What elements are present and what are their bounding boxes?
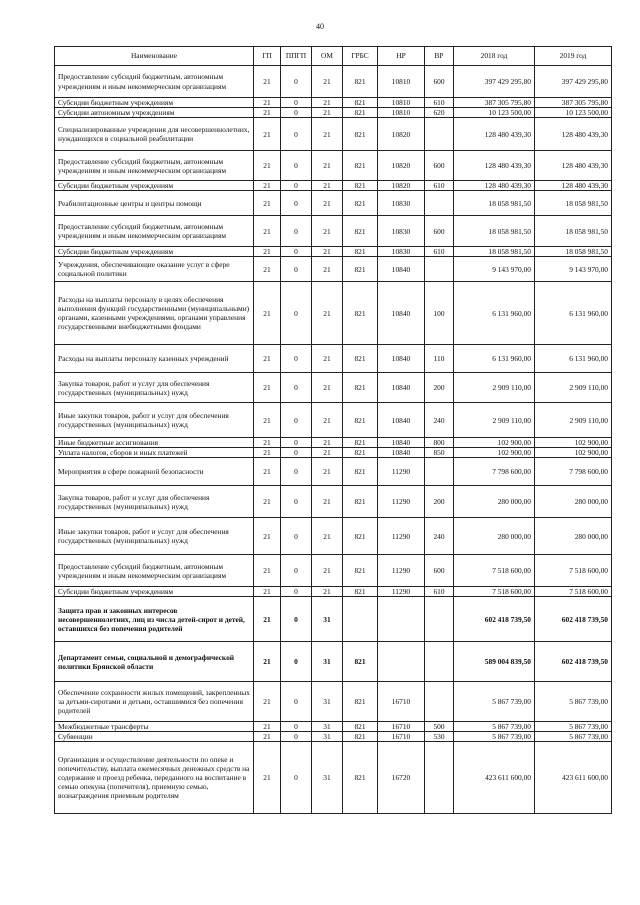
cell-2019: 9 143 970,00: [535, 257, 612, 282]
cell-nr: 16710: [378, 732, 425, 742]
cell-gp: 21: [254, 642, 281, 682]
cell-2018: 128 480 439,30: [454, 151, 535, 181]
table-row: [55, 458, 612, 486]
cell-om: 21: [312, 151, 343, 181]
cell-om: 21: [312, 108, 343, 118]
cell-name: Уплата налогов, сборов и иных платежей: [55, 448, 254, 458]
cell-vr: 500: [425, 722, 454, 732]
table-header-row: [55, 47, 612, 66]
cell-grbs: 821: [343, 587, 378, 597]
cell-2019: 5 867 739,00: [535, 722, 612, 732]
cell-om: 21: [312, 518, 343, 555]
cell-om: 21: [312, 486, 343, 518]
cell-nr: 10840: [378, 373, 425, 403]
col-header-om: ОМ: [312, 47, 343, 66]
table-row: [55, 448, 612, 458]
cell-ppgp: 0: [281, 486, 312, 518]
table-row: [55, 642, 612, 682]
cell-om: 21: [312, 181, 343, 191]
cell-2018: 423 611 600,00: [454, 742, 535, 814]
cell-ppgp: 0: [281, 555, 312, 587]
table-row: [55, 98, 612, 108]
cell-2019: 280 000,00: [535, 486, 612, 518]
cell-gp: 21: [254, 216, 281, 247]
cell-nr: [378, 597, 425, 642]
cell-ppgp: 0: [281, 66, 312, 98]
col-header-nr: НР: [378, 47, 425, 66]
table-row: [55, 682, 612, 722]
cell-vr: [425, 682, 454, 722]
table-row: [55, 722, 612, 732]
cell-om: 21: [312, 247, 343, 257]
cell-vr: [425, 118, 454, 151]
cell-om: 21: [312, 555, 343, 587]
table-row: [55, 66, 612, 98]
cell-2018: 2 909 110,00: [454, 403, 535, 438]
table-row: [55, 108, 612, 118]
cell-nr: 16720: [378, 742, 425, 814]
cell-nr: 10810: [378, 98, 425, 108]
cell-gp: 21: [254, 448, 281, 458]
cell-name: Субвенции: [55, 732, 254, 742]
cell-nr: 10840: [378, 448, 425, 458]
cell-vr: [425, 642, 454, 682]
cell-om: 21: [312, 403, 343, 438]
cell-name: Специализированные учреждения для несовершеннолетних, нуждающихся в социальной реабилитации: [55, 118, 254, 151]
cell-ppgp: 0: [281, 732, 312, 742]
cell-2019: 7 518 600,00: [535, 555, 612, 587]
table-row: [55, 191, 612, 216]
col-header-grbs: ГРБС: [343, 47, 378, 66]
cell-om: 31: [312, 722, 343, 732]
cell-ppgp: 0: [281, 448, 312, 458]
table-row: [55, 247, 612, 257]
cell-ppgp: 0: [281, 118, 312, 151]
cell-ppgp: 0: [281, 181, 312, 191]
table-row: [55, 438, 612, 448]
cell-2018: 280 000,00: [454, 486, 535, 518]
cell-ppgp: 0: [281, 191, 312, 216]
cell-grbs: 821: [343, 108, 378, 118]
cell-om: 21: [312, 587, 343, 597]
cell-om: 21: [312, 345, 343, 373]
cell-2019: 5 867 739,00: [535, 682, 612, 722]
col-header-2018: 2018 год: [454, 47, 535, 66]
cell-grbs: 821: [343, 448, 378, 458]
cell-gp: 21: [254, 118, 281, 151]
cell-vr: 800: [425, 438, 454, 448]
cell-gp: 21: [254, 191, 281, 216]
table-row: [55, 282, 612, 345]
cell-vr: 240: [425, 518, 454, 555]
cell-2018: 18 058 981,50: [454, 216, 535, 247]
cell-om: 21: [312, 438, 343, 448]
cell-om: 21: [312, 257, 343, 282]
cell-name: Обеспечение сохранности жилых помещений, закрепленных за детьми-сиротами и детьми, оставшимися без попечения родителей: [55, 682, 254, 722]
cell-om: 21: [312, 66, 343, 98]
cell-2018: 128 480 439,30: [454, 118, 535, 151]
cell-grbs: 821: [343, 642, 378, 682]
cell-nr: 10840: [378, 403, 425, 438]
cell-name: Иные закупки товаров, работ и услуг для обеспечения государственных (муниципальных) нужд: [55, 518, 254, 555]
cell-2018: 5 867 739,00: [454, 722, 535, 732]
table-row: [55, 257, 612, 282]
cell-2018: 6 131 960,00: [454, 282, 535, 345]
cell-nr: 10830: [378, 191, 425, 216]
cell-grbs: 821: [343, 247, 378, 257]
cell-om: 31: [312, 597, 343, 642]
cell-ppgp: 0: [281, 403, 312, 438]
cell-2018: 18 058 981,50: [454, 191, 535, 216]
cell-2018: 387 305 795,80: [454, 98, 535, 108]
cell-2018: 5 867 739,00: [454, 682, 535, 722]
cell-2018: 280 000,00: [454, 518, 535, 555]
cell-gp: 21: [254, 108, 281, 118]
cell-2018: 102 900,00: [454, 438, 535, 448]
cell-vr: 610: [425, 98, 454, 108]
cell-grbs: 821: [343, 66, 378, 98]
cell-vr: 200: [425, 486, 454, 518]
cell-grbs: 821: [343, 257, 378, 282]
cell-nr: 11290: [378, 518, 425, 555]
cell-grbs: 821: [343, 98, 378, 108]
cell-vr: 610: [425, 181, 454, 191]
cell-grbs: 821: [343, 458, 378, 486]
cell-2018: 18 058 981,50: [454, 247, 535, 257]
table-row: [55, 403, 612, 438]
cell-2019: 387 305 795,80: [535, 98, 612, 108]
cell-2019: 18 058 981,50: [535, 191, 612, 216]
cell-name: Расходы на выплаты персоналу казенных учреждений: [55, 345, 254, 373]
cell-ppgp: 0: [281, 518, 312, 555]
cell-gp: 21: [254, 257, 281, 282]
cell-name: Реабилитационные центры и центры помощи: [55, 191, 254, 216]
cell-nr: 10810: [378, 108, 425, 118]
cell-ppgp: 0: [281, 742, 312, 814]
table-body: [55, 66, 612, 814]
cell-gp: 21: [254, 151, 281, 181]
cell-2019: 102 900,00: [535, 448, 612, 458]
budget-table: [54, 46, 612, 814]
cell-grbs: 821: [343, 732, 378, 742]
cell-grbs: [343, 597, 378, 642]
cell-2019: 2 909 110,00: [535, 373, 612, 403]
cell-vr: 100: [425, 282, 454, 345]
cell-nr: 11290: [378, 555, 425, 587]
cell-om: 21: [312, 373, 343, 403]
cell-2019: 280 000,00: [535, 518, 612, 555]
cell-nr: 10810: [378, 66, 425, 98]
cell-gp: 21: [254, 247, 281, 257]
cell-nr: 16710: [378, 682, 425, 722]
cell-2018: 102 900,00: [454, 448, 535, 458]
table-row: [55, 587, 612, 597]
cell-name: Защита прав и законных интересов несовершеннолетних, лиц из числа детей-сирот и детей, оставшихся без попечения родителей: [55, 597, 254, 642]
cell-ppgp: 0: [281, 438, 312, 448]
cell-grbs: 821: [343, 403, 378, 438]
cell-2019: 397 429 295,80: [535, 66, 612, 98]
cell-2019: 128 480 439,30: [535, 118, 612, 151]
cell-name: Предоставление субсидий бюджетным, автономным учреждениям и иным некоммерческим организациям: [55, 555, 254, 587]
cell-om: 21: [312, 216, 343, 247]
table-row: [55, 597, 612, 642]
cell-om: 31: [312, 732, 343, 742]
cell-nr: 10820: [378, 118, 425, 151]
cell-name: Предоставление субсидий бюджетным, автономным учреждениям и иным некоммерческим организациям: [55, 151, 254, 181]
cell-2019: 102 900,00: [535, 438, 612, 448]
cell-name: Мероприятия в сфере пожарной безопасности: [55, 458, 254, 486]
cell-vr: 110: [425, 345, 454, 373]
cell-2018: 9 143 970,00: [454, 257, 535, 282]
cell-gp: 21: [254, 282, 281, 345]
cell-gp: 21: [254, 742, 281, 814]
cell-ppgp: 0: [281, 682, 312, 722]
cell-nr: 10830: [378, 216, 425, 247]
cell-om: 31: [312, 742, 343, 814]
table-row: [55, 181, 612, 191]
cell-ppgp: 0: [281, 216, 312, 247]
cell-grbs: 821: [343, 181, 378, 191]
cell-vr: [425, 742, 454, 814]
cell-grbs: 821: [343, 438, 378, 448]
cell-2018: 6 131 960,00: [454, 345, 535, 373]
col-header-ppgp: ППГП: [281, 47, 312, 66]
table-row: [55, 216, 612, 247]
cell-ppgp: 0: [281, 282, 312, 345]
cell-2018: 397 429 295,80: [454, 66, 535, 98]
cell-2018: 7 518 600,00: [454, 555, 535, 587]
cell-2019: 6 131 960,00: [535, 345, 612, 373]
cell-name: Иные закупки товаров, работ и услуг для обеспечения государственных (муниципальных) нужд: [55, 403, 254, 438]
cell-gp: 21: [254, 98, 281, 108]
cell-vr: 600: [425, 151, 454, 181]
cell-om: 21: [312, 118, 343, 151]
col-header-2019: 2019 год: [535, 47, 612, 66]
table-row: [55, 486, 612, 518]
cell-name: Субсидии бюджетным учреждениям: [55, 98, 254, 108]
cell-vr: [425, 257, 454, 282]
cell-ppgp: 0: [281, 642, 312, 682]
cell-name: Предоставление субсидий бюджетным, автономным учреждениям и иным некоммерческим организациям: [55, 66, 254, 98]
cell-gp: 21: [254, 373, 281, 403]
cell-name: Межбюджетные трансферты: [55, 722, 254, 732]
cell-om: 21: [312, 448, 343, 458]
cell-ppgp: 0: [281, 597, 312, 642]
table-row: [55, 151, 612, 181]
cell-grbs: 821: [343, 216, 378, 247]
table-row: [55, 732, 612, 742]
cell-ppgp: 0: [281, 257, 312, 282]
cell-ppgp: 0: [281, 587, 312, 597]
cell-vr: [425, 458, 454, 486]
cell-ppgp: 0: [281, 247, 312, 257]
cell-grbs: 821: [343, 682, 378, 722]
cell-vr: 200: [425, 373, 454, 403]
cell-vr: 240: [425, 403, 454, 438]
cell-name: Предоставление субсидий бюджетным, автономным учреждениям и иным некоммерческим организациям: [55, 216, 254, 247]
col-header-gp: ГП: [254, 47, 281, 66]
cell-vr: [425, 191, 454, 216]
cell-2018: 128 480 439,30: [454, 181, 535, 191]
cell-2019: 423 611 600,00: [535, 742, 612, 814]
cell-nr: 11290: [378, 587, 425, 597]
cell-ppgp: 0: [281, 151, 312, 181]
cell-vr: 620: [425, 108, 454, 118]
col-header-name: Наименование: [55, 47, 254, 66]
cell-gp: 21: [254, 486, 281, 518]
cell-2019: 10 123 500,00: [535, 108, 612, 118]
cell-om: 31: [312, 682, 343, 722]
cell-2019: 18 058 981,50: [535, 247, 612, 257]
cell-2018: 7 518 600,00: [454, 587, 535, 597]
cell-gp: 21: [254, 555, 281, 587]
cell-gp: 21: [254, 438, 281, 448]
cell-gp: 21: [254, 345, 281, 373]
cell-2019: 128 480 439,30: [535, 151, 612, 181]
cell-2019: 2 909 110,00: [535, 403, 612, 438]
cell-2019: 18 058 981,50: [535, 216, 612, 247]
cell-nr: 11290: [378, 458, 425, 486]
cell-2019: 7 798 600,00: [535, 458, 612, 486]
table-row: [55, 345, 612, 373]
cell-2019: 602 418 739,50: [535, 597, 612, 642]
col-header-vr: ВР: [425, 47, 454, 66]
cell-grbs: 821: [343, 191, 378, 216]
cell-name: Закупка товаров, работ и услуг для обеспечения государственных (муниципальных) нужд: [55, 486, 254, 518]
cell-om: 21: [312, 98, 343, 108]
page-number: 40: [316, 22, 324, 31]
cell-2019: 128 480 439,30: [535, 181, 612, 191]
cell-ppgp: 0: [281, 345, 312, 373]
cell-nr: 10840: [378, 438, 425, 448]
cell-vr: [425, 597, 454, 642]
cell-gp: 21: [254, 458, 281, 486]
cell-grbs: 821: [343, 118, 378, 151]
cell-grbs: 821: [343, 518, 378, 555]
cell-gp: 21: [254, 597, 281, 642]
cell-2018: 589 004 839,50: [454, 642, 535, 682]
cell-vr: 610: [425, 587, 454, 597]
cell-gp: 21: [254, 66, 281, 98]
cell-ppgp: 0: [281, 458, 312, 486]
cell-nr: 16710: [378, 722, 425, 732]
cell-vr: 600: [425, 555, 454, 587]
cell-nr: 10840: [378, 257, 425, 282]
cell-gp: 21: [254, 587, 281, 597]
table-row: [55, 118, 612, 151]
cell-nr: 10820: [378, 151, 425, 181]
cell-2018: 5 867 739,00: [454, 732, 535, 742]
cell-2019: 602 418 739,50: [535, 642, 612, 682]
cell-nr: 10830: [378, 247, 425, 257]
cell-gp: 21: [254, 722, 281, 732]
table-row: [55, 373, 612, 403]
cell-gp: 21: [254, 682, 281, 722]
cell-name: Организация и осуществление деятельности по опеке и попечительству, выплата ежемесячных денежных средств на содержание и проезд ребенка, переданного на воспитание в семью опекуна (попечителя), приемную семью, вознаграждения приемным родителям: [55, 742, 254, 814]
cell-vr: 600: [425, 216, 454, 247]
cell-ppgp: 0: [281, 722, 312, 732]
cell-gp: 21: [254, 403, 281, 438]
cell-grbs: 821: [343, 151, 378, 181]
cell-grbs: 821: [343, 555, 378, 587]
cell-vr: 600: [425, 66, 454, 98]
table-row: [55, 742, 612, 814]
cell-2018: 602 418 739,50: [454, 597, 535, 642]
cell-grbs: 821: [343, 722, 378, 732]
cell-vr: 530: [425, 732, 454, 742]
cell-nr: 10840: [378, 345, 425, 373]
cell-name: Закупка товаров, работ и услуг для обеспечения государственных (муниципальных) нужд: [55, 373, 254, 403]
cell-ppgp: 0: [281, 373, 312, 403]
cell-nr: 10840: [378, 282, 425, 345]
cell-name: Департамент семьи, социальной и демографической политики Брянской области: [55, 642, 254, 682]
table-row: [55, 555, 612, 587]
cell-grbs: 821: [343, 345, 378, 373]
cell-name: Субсидии бюджетным учреждениям: [55, 587, 254, 597]
cell-ppgp: 0: [281, 98, 312, 108]
cell-name: Расходы на выплаты персоналу в целях обеспечения выполнения функций государственными (муниципальными) органами, казенными учреждениями, органами управления государственными внебюджетными фондами: [55, 282, 254, 345]
cell-name: Учреждения, обеспечивающие оказание услуг в сфере социальной политики: [55, 257, 254, 282]
cell-vr: 610: [425, 247, 454, 257]
cell-2018: 2 909 110,00: [454, 373, 535, 403]
cell-name: Субсидии автономным учреждениям: [55, 108, 254, 118]
cell-grbs: 821: [343, 742, 378, 814]
cell-grbs: 821: [343, 373, 378, 403]
cell-gp: 21: [254, 181, 281, 191]
cell-ppgp: 0: [281, 108, 312, 118]
table-row: [55, 518, 612, 555]
cell-om: 21: [312, 458, 343, 486]
cell-name: Иные бюджетные ассигнования: [55, 438, 254, 448]
cell-grbs: 821: [343, 282, 378, 345]
cell-name: Субсидии бюджетным учреждениям: [55, 247, 254, 257]
cell-nr: 10820: [378, 181, 425, 191]
cell-2019: 7 518 600,00: [535, 587, 612, 597]
cell-2019: 5 867 739,00: [535, 732, 612, 742]
cell-name: Субсидии бюджетным учреждениям: [55, 181, 254, 191]
cell-2018: 10 123 500,00: [454, 108, 535, 118]
cell-grbs: 821: [343, 486, 378, 518]
cell-gp: 21: [254, 518, 281, 555]
cell-nr: [378, 642, 425, 682]
cell-nr: 11290: [378, 486, 425, 518]
cell-2019: 6 131 960,00: [535, 282, 612, 345]
cell-om: 21: [312, 191, 343, 216]
cell-gp: 21: [254, 732, 281, 742]
cell-om: 31: [312, 642, 343, 682]
cell-om: 21: [312, 282, 343, 345]
cell-vr: 850: [425, 448, 454, 458]
cell-2018: 7 798 600,00: [454, 458, 535, 486]
